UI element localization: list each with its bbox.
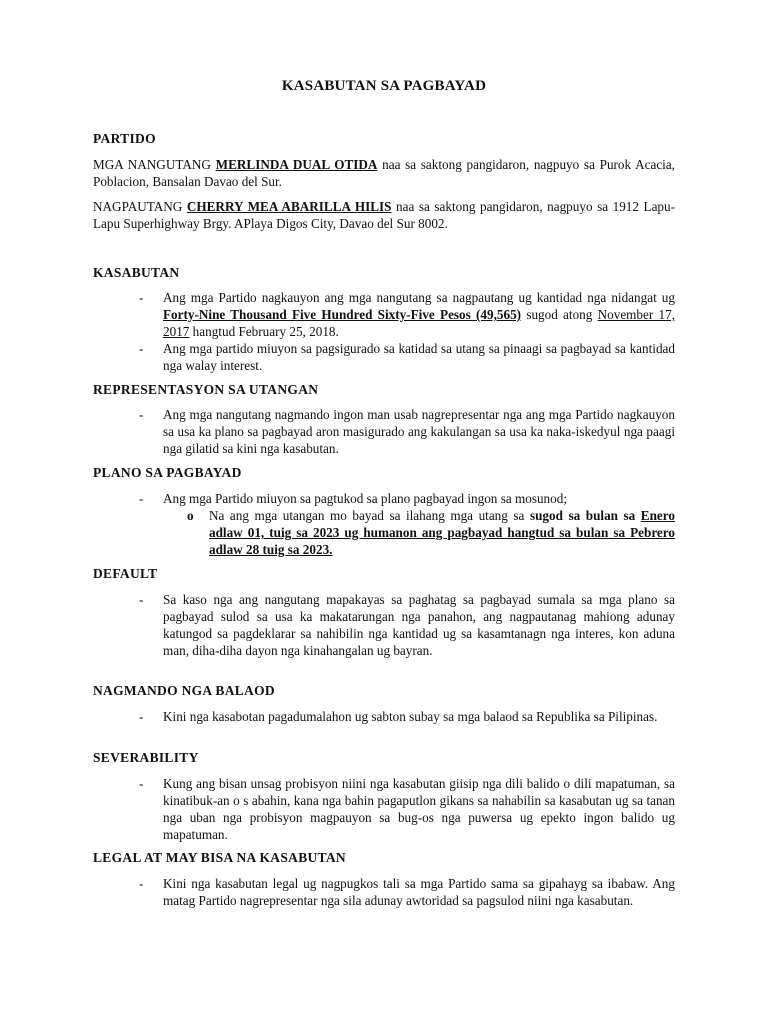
heading-partido: PARTIDO bbox=[93, 131, 156, 146]
borrower-name: MERLINDA DUAL OTIDA bbox=[215, 157, 378, 172]
nagmando-item-1: Kini nga kasabotan pagadumalahon ug sabton subay sa mga balaod sa Republika sa Pilipinas. bbox=[163, 709, 658, 724]
dash-bullet: - bbox=[139, 592, 144, 607]
loan-start-date: November 17, 2017 bbox=[163, 307, 675, 339]
borrower-details: naa sa saktong pangidaron, nagpuyo sa Purok Acacia, Poblacion, Bansalan Davao del Sur. bbox=[93, 157, 675, 189]
dash-bullet: - bbox=[139, 290, 144, 305]
party-lender-paragraph bbox=[93, 198, 675, 232]
plano-sub-item bbox=[209, 507, 675, 558]
plano-sub-text: Na ang mga utangan mo bayad sa ilahang mga utang sa bbox=[209, 508, 530, 523]
representasyon-item-1: Ang mga nangutang nagmando ingon man usab nagrepresentar nga ang mga Partido nagkauyon sa usa ka plano sa pagbayad aron masigurado ang kakulangan sa usa ka naka-iskedyul nga paagi nga gilatid sa kini nga kasabutan. bbox=[163, 407, 675, 456]
plano-sub-bold: sugod sa bulan sa bbox=[529, 508, 641, 523]
heading-representasyon: REPRESENTASYON SA UTANGAN bbox=[93, 382, 319, 397]
dash-bullet: - bbox=[139, 876, 144, 891]
severability-item-1: Kung ang bisan unsag probisyon niini nga kasabutan giisip nga dili balido o dili mapatuman, sa kinatibuk-an o s abahin, kana nga bahin pagaputlon gikans sa nahabilin sa kasabutan ug sa tanan nga uban nga probisyon magpauyon sa bug-os nga puwersa ug epekto ingon balido ug mapatuman. bbox=[163, 776, 675, 842]
legal-item-1: Kini nga kasabutan legal ug nagpugkos tali sa mga Partido sama sa gipahayg sa ibabaw. Ang matag Partido nagrepresentar nga sila adunay awtoridad sa pagsulod niini nga kasabutan. bbox=[163, 876, 675, 908]
heading-default: DEFAULT bbox=[93, 566, 158, 581]
lender-name: CHERRY MEA ABARILLA HILIS bbox=[186, 199, 392, 214]
loan-amount: Forty-Nine Thousand Five Hundred Sixty-Five Pesos (49,565) bbox=[163, 307, 522, 322]
circle-bullet: o bbox=[187, 508, 194, 523]
kasabutan-item-1 bbox=[163, 289, 675, 340]
kasabutan-text-c: hangtud February 25, 2018. bbox=[189, 324, 339, 339]
kasabutan-text-a: Ang mga Partido nagkauyon ang mga nangutang sa nagpautang ug kantidad nga nidangat ug bbox=[163, 290, 675, 305]
heading-nagmando: NAGMANDO NGA BALAOD bbox=[93, 683, 275, 698]
kasabutan-text-b: sugod atong bbox=[521, 307, 598, 322]
dash-bullet: - bbox=[139, 341, 144, 356]
plano-schedule: Enero adlaw 01, tuig sa 2023 ug humanon ang pagbayad hangtud sa bulan sa Pebrero adlaw 28 tuig sa 2023. bbox=[209, 508, 675, 557]
heading-plano: PLANO SA PAGBAYAD bbox=[93, 465, 242, 480]
dash-bullet: - bbox=[139, 491, 144, 506]
lender-details: naa sa saktong pangidaron, nagpuyo sa 1912 Lapu-Lapu Superhighway Brgy. APlaya Digos City, Davao del Sur 8002. bbox=[93, 199, 676, 231]
plano-item-1: Ang mga Partido miuyon sa pagtukod sa plano pagbayad ingon sa mosunod; bbox=[163, 491, 567, 506]
lender-prefix: NAGPAUTANG bbox=[93, 199, 187, 214]
kasabutan-item-2: Ang mga partido miuyon sa pagsigurado sa katidad sa utang sa pinaagi sa pagbayad sa kantidad nga walay interest. bbox=[163, 341, 675, 373]
dash-bullet: - bbox=[139, 407, 144, 422]
dash-bullet: - bbox=[139, 709, 144, 724]
heading-severability: SEVERABILITY bbox=[93, 750, 199, 765]
heading-kasabutan: KASABUTAN bbox=[93, 265, 180, 280]
borrower-prefix: MGA NANGUTANG bbox=[93, 157, 216, 172]
dash-bullet: - bbox=[139, 776, 144, 791]
heading-legal: LEGAL AT MAY BISA NA KASABUTAN bbox=[93, 850, 346, 865]
default-item-1: Sa kaso nga ang nangutang mapakayas sa paghatag sa pagbayad sumala sa mga plano sa pagbayad sulod sa usa ka makatarungan nga panahon, ang nagpautanag mahiong adunay katungod sa pagdeklarar sa nahibilin nga kantidad ug sa kasamtanagn nga interes, kon aduna man, diha-diha dayon nga kinahangalan ug bayran. bbox=[163, 592, 675, 658]
party-borrower-paragraph bbox=[93, 156, 675, 190]
document-title: KASABUTAN SA PAGBAYAD bbox=[281, 78, 487, 94]
